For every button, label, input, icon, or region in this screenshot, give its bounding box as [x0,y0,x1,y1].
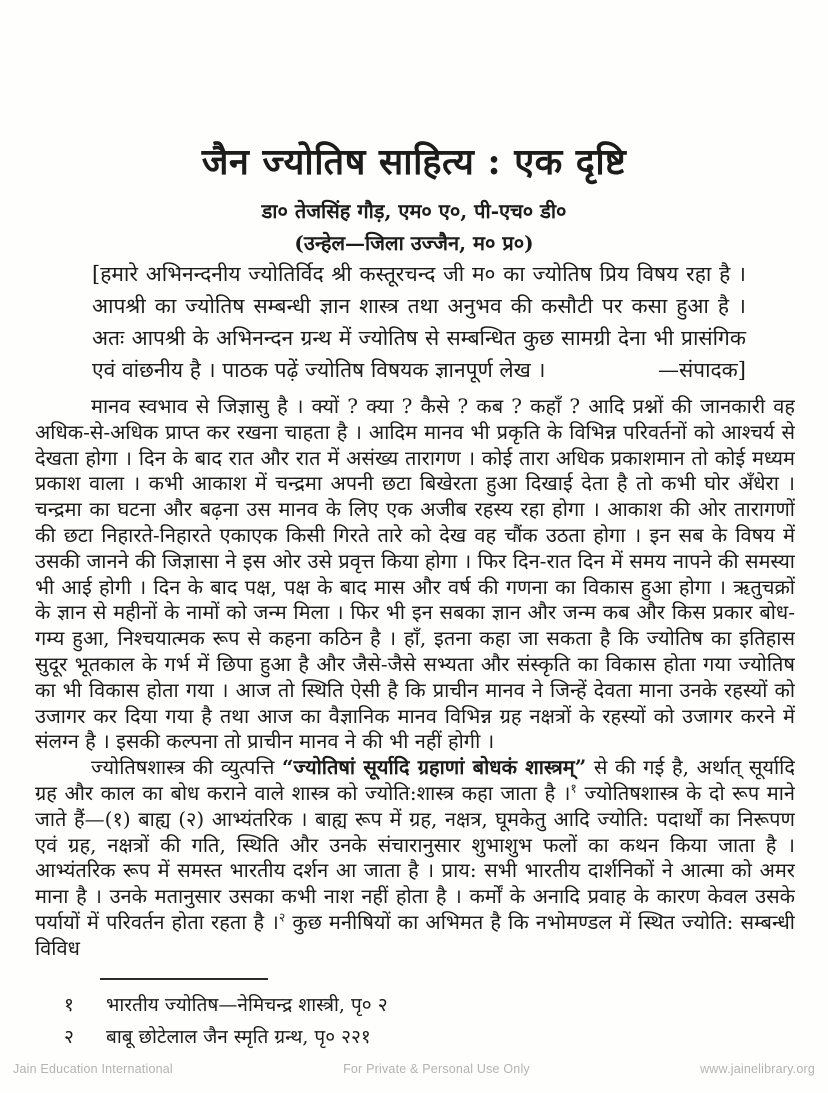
editor-note [92,258,746,386]
body-paragraph-2: ज्योतिषशास्त्र की व्युत्पत्ति “ज्योतिषां सूर्यादि ग्रहाणां बोधकं शास्त्रम्” से की गई है, अर्थात् सूर्यादि ग्रह और काल का बोध कराने वाले शास्त्र को ज्योति:शास्त्र कहा जाता है ।$^१$ ज्योतिषशास्त्र के दो रूप माने जाते हैं—(१) बाह्य (२) आभ्यंतरिक । बाह्य रूप में ग्रह, नक्षत्र, घूमकेतु आदि ज्योति: पदार्थों का निरूपण एवं ग्रह, नक्षत्रों की गति, स्थिति और उनके संचारानुसार शुभाशुभ फलों का कथन किया जाता है । आभ्यंतरिक रूप में समस्त भारतीय दर्शन आ जाता है । प्राय: सभी भारतीय दार्शनिकों ने आत्मा को अमर माना है । उनके मतानुसार उसका कभी नाश नहीं होता है । कर्मों के अनादि प्रवाह के कारण केवल उसके पर्यायों में परिवर्तन होता रहता है ।$^२$ कुछ मनीषियों का अभिमत है कि नभोमण्डल में स्थित ज्योति: सम्बन्धी विविध [35,755,795,960]
editor-note-text: [हमारे अभिनन्दनीय ज्योतिर्विद श्री कस्तूरचन्द जी म० का ज्योतिष प्रिय विषय रहा है । आपश्री का ज्योतिष सम्बन्धी ज्ञान शास्त्र तथा अनुभव की कसौटी पर कसा हुआ है । अतः आपश्री के अभिनन्दन ग्रन्थ में ज्योतिष से सम्बन्धित कुछ सामग्री देना भी प्रासंगिक एवं वांछनीय है । पाठक पढ़ें ज्योतिष विषयक ज्ञानपूर्ण लेख । [92,262,746,382]
footnote-number: २ [64,1026,74,1048]
article-body [35,394,795,974]
footnote-item-2 [64,1025,764,1049]
footnote-number: १ [64,994,74,1016]
author-location: (उन्हेल—जिला उज्जैन, म० प्र०) [294,231,534,255]
article-header [0,136,828,256]
footnote-separator-rule [100,978,268,980]
footer-website-stamp: www.jainelibrary.org [700,1062,815,1076]
footer-publisher-stamp: Jain Education International [13,1062,173,1076]
footer-usage-notice: For Private & Personal Use Only [343,1062,530,1076]
footnote-text: बाबू छोटेलाल जैन स्मृति ग्रन्थ, पृ० २२१ [106,1026,371,1048]
footnote-text: भारतीय ज्योतिष—नेमिचन्द्र शास्त्री, पृ० २ [106,994,388,1016]
footnote-item-1 [64,993,764,1017]
footnotes-section [64,993,764,1057]
body-paragraph-1: मानव स्वभाव से जिज्ञासु है । क्यों ? क्या ? कैसे ? कब ? कहाँ ? आदि प्रश्नों की जानकारी वह अधिक-से-अधिक प्राप्त कर रखना चाहता है । आदिम मानव भी प्रकृति के विभिन्न परिवर्तनों को आश्चर्य से देखता होगा । दिन के बाद रात और रात में असंख्य तारागण । कोई तारा अधिक प्रकाशमान तो कोई मध्यम प्रकाश वाला । कभी आकाश में चन्द्रमा अपनी छटा बिखेरता हुआ दिखाई देता है तो कभी घोर अँधेरा । चन्द्रमा का घटना और बढ़ना उस मानव के लिए एक अजीब रहस्य रहा होगा । आकाश की ओर तारागणों की छटा निहारते-निहारते एकाएक किसी गिरते तारे को देख वह चौंक उठता होगा । इन सब के विषय में उसकी जानने की जिज्ञासा ने इस ओर उसे प्रवृत्त किया होगा । फिर दिन-रात दिन में समय नापने की समस्या भी आई होगी । दिन के बाद पक्ष, पक्ष के बाद मास और वर्ष की गणना का विकास हुआ होगा । ऋतुचक्रों के ज्ञान से महीनों के नामों को जन्म मिला । फिर भी इन सबका ज्ञान और जन्म कब और किस प्रकार बोध-गम्य हुआ, निश्चयात्मक रूप से कहना कठिन है । हाँ, इतना कहा जा सकता है कि ज्योतिष का इतिहास सुदूर भूतकाल के गर्भ में छिपा हुआ है और जैसे-जैसे सभ्यता और संस्कृति का विकास होता गया ज्योतिष का भी विकास होता गया । आज तो स्थिति ऐसी है कि प्राचीन मानव ने जिन्हें देवता माना उनके रहस्यों को उजागर कर दिया गया है तथा आज का वैज्ञानिक मानव विभिन्न ग्रह नक्षत्रों के रहस्यों को उजागर करने में संलग्न है । इसकी कल्पना तो प्राचीन मानव ने की भी नहीं होगी । [35,394,795,754]
editor-note-signature: —संपादक] [657,358,746,382]
author-byline: डा० तेजसिंह गौड़, एम० ए०, पी-एच० डी० [261,199,567,223]
page-title: जैन ज्योतिष साहित्य : एक दृष्टि [201,141,627,183]
scan-footer [0,1062,828,1076]
